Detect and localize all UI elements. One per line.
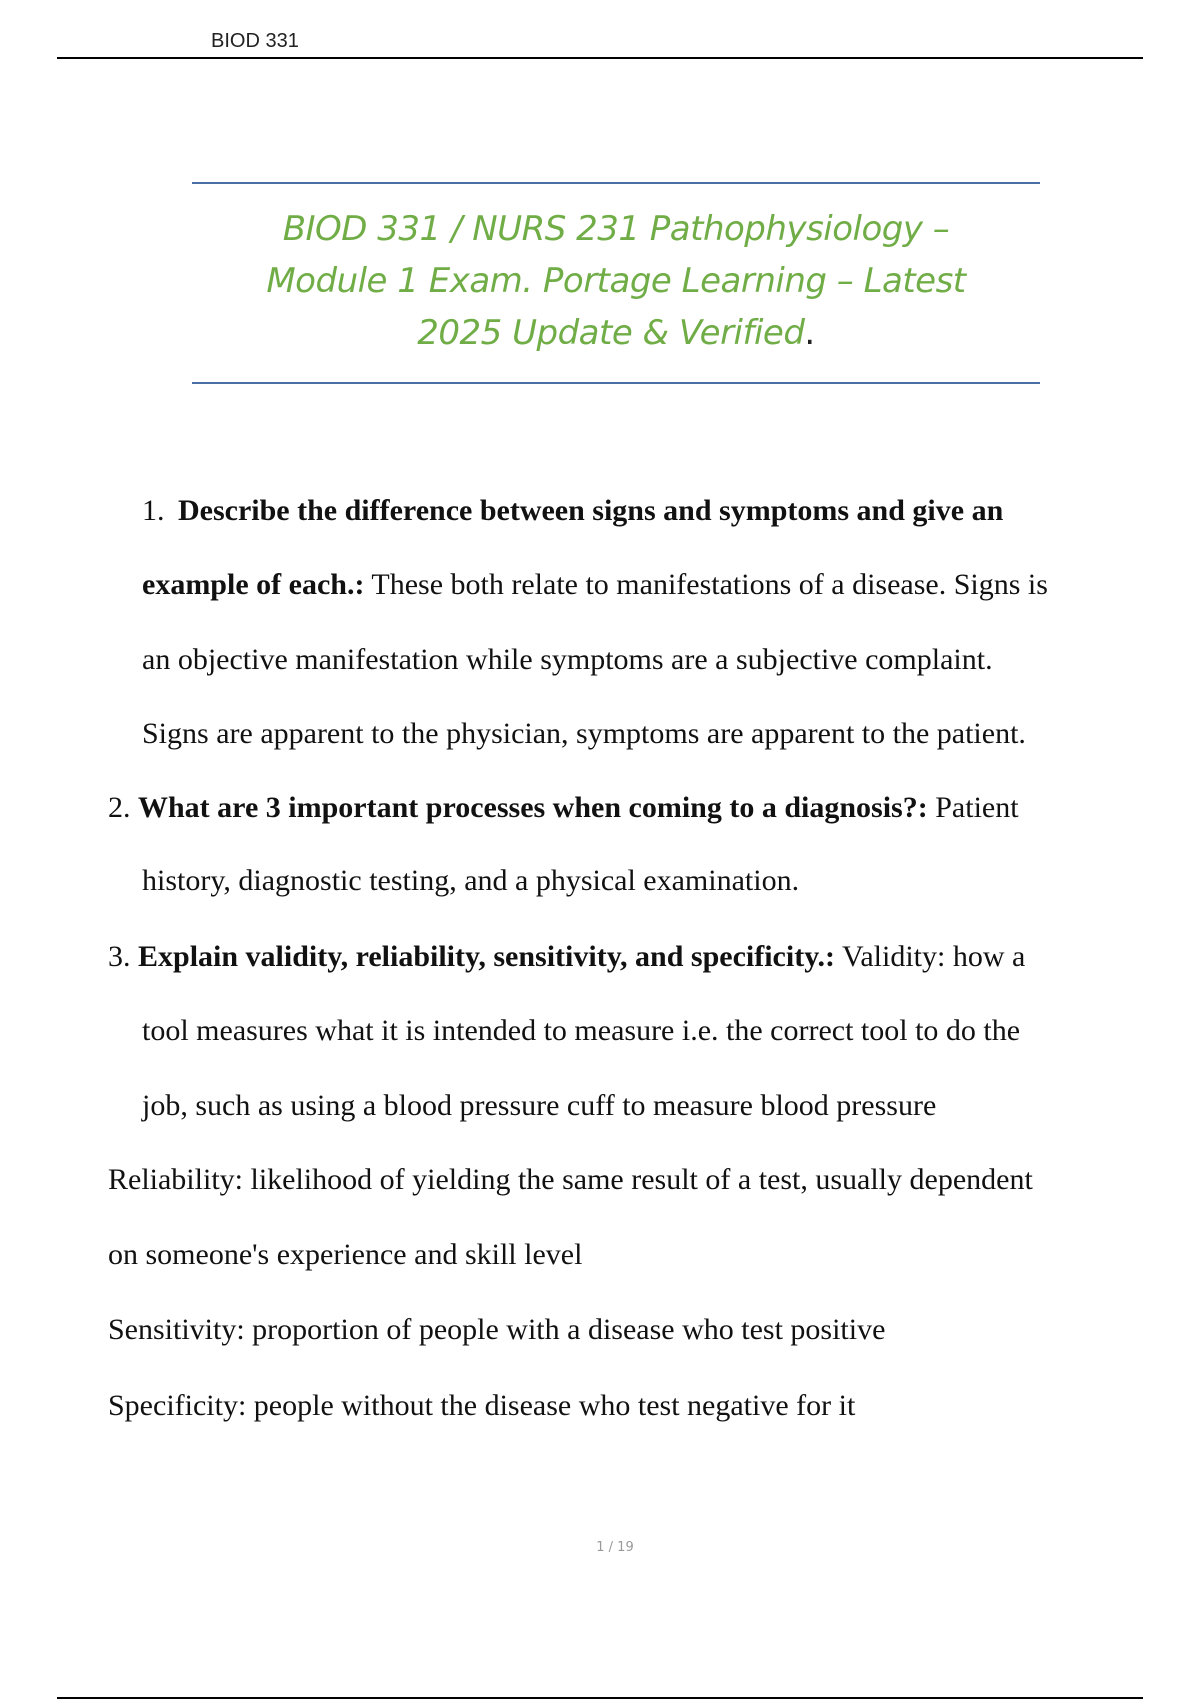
title-line-3-text: 2025 Update & Verified [417,313,805,353]
answer-3-line-2: tool measures what it is intended to measure i.e. the correct tool to do the [142,1014,1021,1047]
answer-2-line-2: history, diagnostic testing, and a physical examination. [142,864,800,897]
question-1-text-cont: example of each.: [142,568,365,601]
question-2-text: What are 3 important processes when coming to a diagnosis?: [138,791,928,824]
question-3-line-1 [108,940,1025,974]
question-1-line-1 [142,494,1003,528]
title-line-3 [192,307,1040,359]
page-number: 1 / 19 [596,1540,634,1555]
answer-3-reliability-1: Reliability: likelihood of yielding the same result of a test, usually dependent [108,1163,1033,1196]
answer-1-part-1: These both relate to manifestations of a disease. Signs is [364,568,1048,601]
document-title [192,203,1040,359]
question-1-line-2 [142,568,1048,602]
question-3-number: 3. [108,940,131,973]
title-period: . [804,313,815,353]
title-line-2: Module 1 Exam. Portage Learning – Latest [266,261,966,301]
question-3-text: Explain validity, reliability, sensitivity, and specificity.: [138,940,836,973]
question-2-number: 2. [108,791,131,824]
title-bottom-rule [192,382,1040,384]
running-header: BIOD 331 [211,30,299,52]
question-1-text: Describe the difference between signs and symptoms and give an [178,494,1004,527]
title-line-1: BIOD 331 / NURS 231 Pathophysiology – [282,209,950,249]
answer-1-line-4: Signs are apparent to the physician, symptoms are apparent to the patient. [142,717,1026,750]
answer-3-sensitivity: Sensitivity: proportion of people with a disease who test positive [108,1313,886,1346]
title-top-rule [192,182,1040,184]
header-rule [57,57,1143,59]
answer-3-line-3: job, such as using a blood pressure cuff to measure blood pressure [142,1089,937,1122]
answer-3-specificity: Specificity: people without the disease who test negative for it [108,1389,856,1422]
answer-2-part-1: Patient [927,791,1019,824]
footer-rule [57,1697,1143,1699]
question-2-line-1 [108,791,1019,825]
answer-1-line-3: an objective manifestation while symptoms are a subjective complaint. [142,643,993,676]
answer-3-part-1: Validity: how a [835,940,1026,973]
answer-3-reliability-2: on someone's experience and skill level [108,1238,583,1271]
question-1-number: 1. [142,494,165,527]
